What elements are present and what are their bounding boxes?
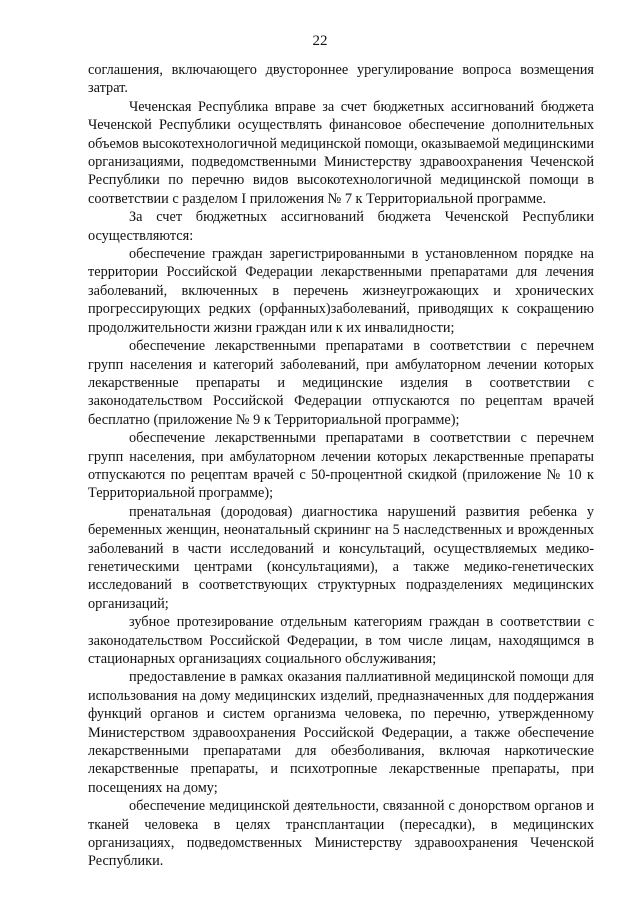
paragraph-organ-donation: обеспечение медицинской деятельности, связанной с донорством органов и тканей человека в целях трансплантации (пересадки), в медицинских организациях, подведомственных Министерству здравоохранения Чеченской Республики. bbox=[88, 798, 594, 870]
paragraph-continuation: соглашения, включающего двустороннее урегулирование вопроса возмещения затрат. bbox=[88, 62, 594, 97]
page-number: 22 bbox=[312, 33, 328, 49]
paragraph-free-prescriptions: обеспечение лекарственными препаратами в соответствии с перечнем групп населения и категорий заболеваний, при амбулаторном лечении которых лекарственные препараты и медицинские изделия в соответствии с законодательством Российской Федерации отпускаются по рецептам врачей бесплатно (приложение № 9 к Территориальной программе); bbox=[88, 338, 594, 428]
paragraph-prenatal-diagnostics: пренатальная (дородовая) диагностика нарушений развития ребенка у беременных женщин, неонатальный скрининг на 5 наследственных и врожденных заболеваний в части исследований и консультаций, осуществляемых медико-генетическими центрами (консультациями), а также медико-генетических исследований в соответствующих структурных подразделениях медицинских организаций; bbox=[88, 503, 594, 612]
paragraph-palliative-care: предоставление в рамках оказания паллиативной медицинской помощи для использования на дому медицинских изделий, предназначенных для поддержания функций органов и систем организма человека, по перечню, утвержденному Министерством здравоохранения Российской Федерации, а также обеспечение лекарственными препаратами для обезболивания, включая наркотические лекарственные препараты, и психотропные лекарственные препараты, при посещениях на дому; bbox=[88, 669, 594, 796]
paragraph-budget-intro: За счет бюджетных ассигнований бюджета Чеченской Республики осуществляются: bbox=[88, 209, 594, 244]
paragraph-orphan-drugs: обеспечение граждан зарегистрированными в установленном порядке на территории Российской Федерации лекарственными препаратами для лечения заболеваний, включенных в перечень жизнеугрожающих и хронических прогрессирующих редких (орфанных)заболеваний, приводящих к сокращению продолжительности жизни граждан или к их инвалидности; bbox=[88, 246, 594, 336]
paragraph-discount-prescriptions: обеспечение лекарственными препаратами в соответствии с перечнем групп населения, при амбулаторном лечении которых лекарственные препараты отпускаются по рецептам врачей с 50-процентной скидкой (приложение № 10 к Территориальной программе); bbox=[88, 430, 594, 502]
paragraph-hmp-financing: Чеченская Республика вправе за счет бюджетных ассигнований бюджета Чеченской Республики осуществлять финансовое обеспечение дополнительных объемов высокотехнологичной медицинской помощи, оказываемой медицинскими организациями, подведомственными Министерству здравоохранения Чеченской Республики по перечню видов высокотехнологичной медицинской помощи в соответствии с разделом I приложения № 7 к Территориальной программе. bbox=[88, 98, 594, 207]
document-body bbox=[88, 61, 594, 871]
paragraph-dental-prosthetics: зубное протезирование отдельным категориям граждан в соответствии с законодательством Российской Федерации, в том числе лицам, находящимся в стационарных организациях социального обслуживания; bbox=[88, 614, 594, 667]
